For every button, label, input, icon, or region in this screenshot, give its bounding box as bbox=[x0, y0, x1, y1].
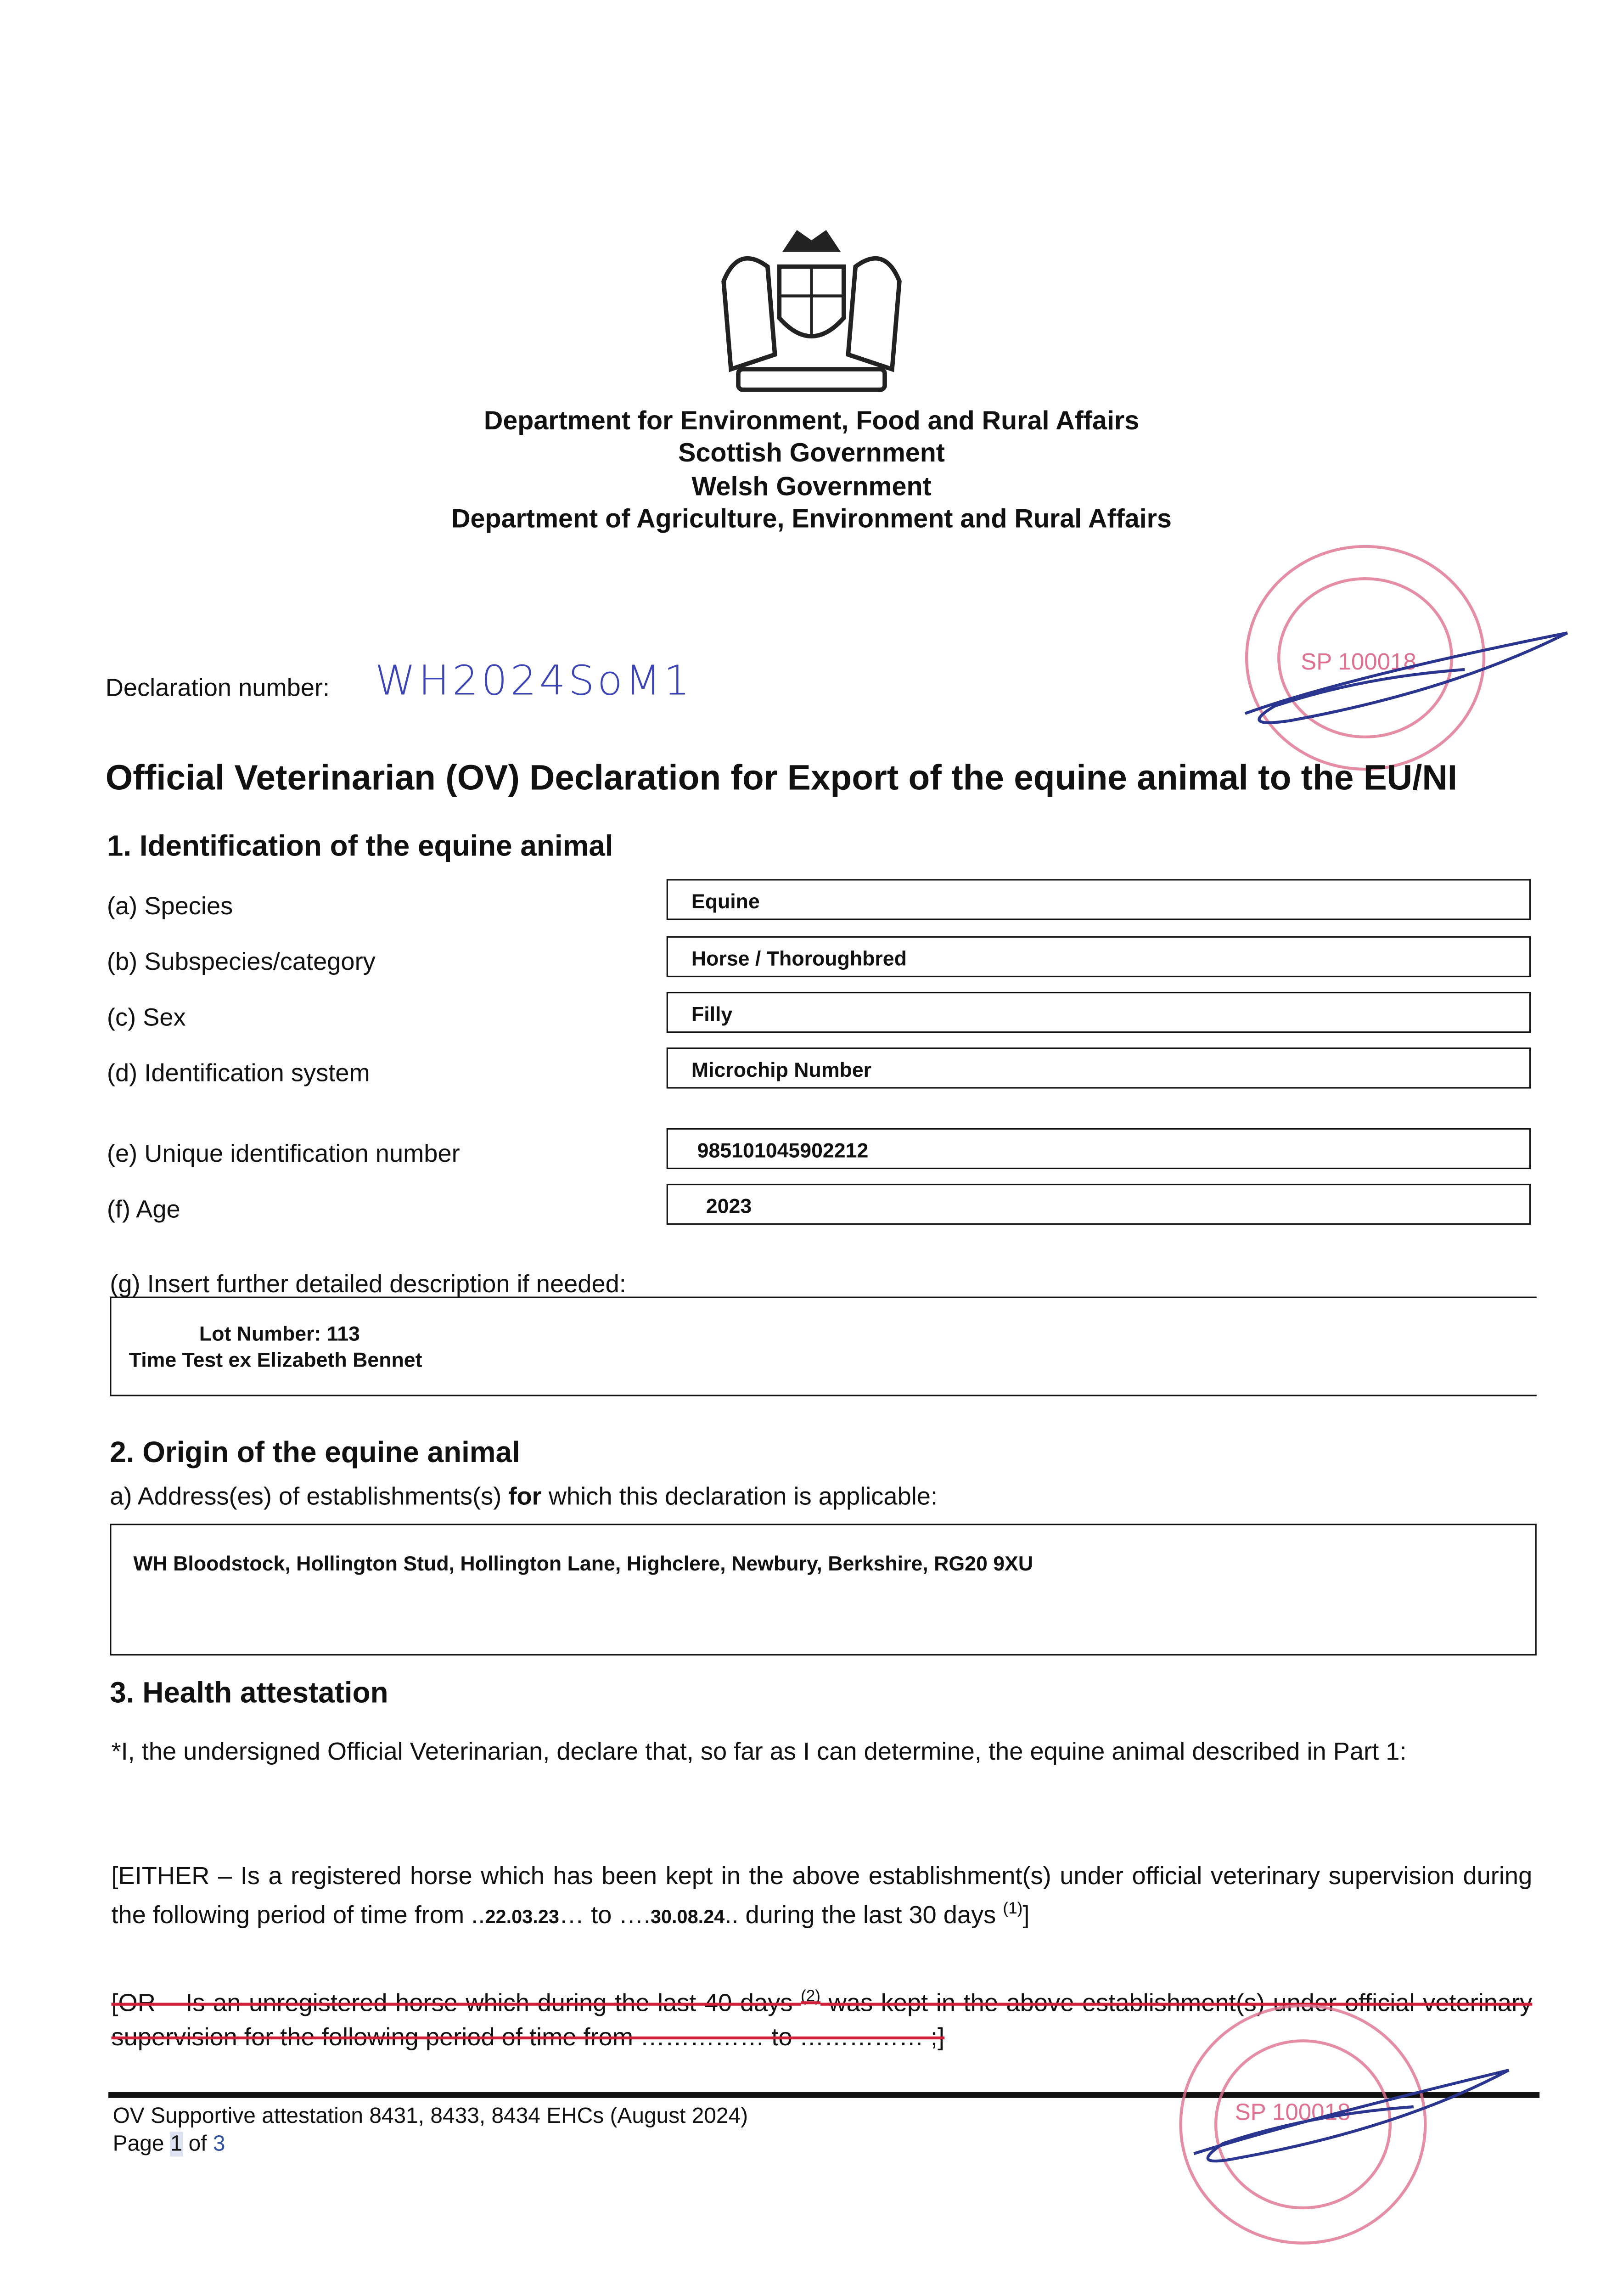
field-id-system[interactable]: Microchip Number bbox=[667, 1047, 1531, 1088]
signature-icon bbox=[1230, 618, 1582, 735]
field-label-id-system: (d) Identification system bbox=[107, 1059, 370, 1087]
attestation-or-struck: [OR – Is an unregistered horse which during the last 40 days $^{(2)}$ was kept in the above establishment(s) under official veterinary supervision for the following period of time from …………… to …………… ;] bbox=[111, 1988, 1533, 2051]
declaration-number-label: Declaration number: bbox=[105, 674, 330, 702]
further-description-label: (g) Insert further detailed description if needed: bbox=[110, 1270, 626, 1298]
field-label-subspecies: (b) Subspecies/category bbox=[107, 948, 376, 976]
section2-subheading: a) Address(es) of establishments(s) for which this declaration is applicable: bbox=[110, 1482, 938, 1511]
royal-coat-of-arms-logo bbox=[709, 223, 914, 399]
page-number: Page 1 of 3 bbox=[112, 2132, 225, 2157]
field-uid[interactable]: 985101045902212 bbox=[667, 1128, 1531, 1169]
field-age[interactable]: 2023 bbox=[667, 1184, 1531, 1225]
horse-description: Time Test ex Elizabeth Bennet bbox=[129, 1348, 422, 1372]
department-defra: Department for Environment, Food and Rural Affairs bbox=[483, 405, 1140, 435]
lot-number: Lot Number: 113 bbox=[199, 1321, 360, 1345]
field-species[interactable]: Equine bbox=[667, 879, 1531, 920]
attestation-either: [EITHER – Is a registered horse which has been kept in the above establishment(s) under official veterinary supervision during the following period of time from ..22.03.23… to ….30.08.24.. during the last 30 days $^{(1)}$] bbox=[111, 1862, 1533, 1929]
department-welsh: Welsh Government bbox=[691, 472, 932, 501]
footer-reference: OV Supportive attestation 8431, 8433, 8434 EHCs (August 2024) bbox=[112, 2104, 748, 2129]
section3-heading: 3. Health attestation bbox=[110, 1677, 388, 1710]
page-title: Official Veterinarian (OV) Declaration for Export of the equine animal to the EU/NI bbox=[105, 759, 1457, 799]
official-stamp bbox=[1245, 545, 1479, 765]
declaration-number-value: WH2024SoM1 bbox=[375, 656, 693, 705]
address-field[interactable]: WH Bloodstock, Hollington Stud, Hollington Lane, Highclere, Newbury, Berkshire, RG20 9XU bbox=[110, 1524, 1537, 1655]
section1-heading: 1. Identification of the equine animal bbox=[107, 831, 613, 863]
further-description-field[interactable] bbox=[110, 1297, 1537, 1396]
section2-heading: 2. Origin of the equine animal bbox=[110, 1437, 520, 1470]
signature-icon bbox=[1179, 2063, 1516, 2165]
stamp-code: SP 100018 bbox=[1235, 2101, 1351, 2126]
department-scottish: Scottish Government bbox=[678, 438, 945, 467]
stamp-code: SP 100018 bbox=[1301, 650, 1416, 675]
department-daera: Department of Agriculture, Environment and Rural Affairs bbox=[451, 504, 1172, 534]
period-to[interactable]: 30.08.24 bbox=[650, 1905, 725, 1928]
field-sex[interactable]: Filly bbox=[667, 992, 1531, 1033]
official-stamp-footer bbox=[1179, 2004, 1421, 2239]
field-label-uid: (e) Unique identification number bbox=[107, 1140, 460, 1168]
field-subspecies[interactable]: Horse / Thoroughbred bbox=[667, 936, 1531, 977]
field-label-sex: (c) Sex bbox=[107, 1003, 186, 1032]
field-label-species: (a) Species bbox=[107, 892, 233, 920]
field-label-age: (f) Age bbox=[107, 1195, 180, 1224]
attestation-intro: *I, the undersigned Official Veterinarian, declare that, so far as I can determine, the equine animal described in Part 1: bbox=[111, 1737, 1407, 1766]
period-from[interactable]: 22.03.23 bbox=[485, 1905, 559, 1928]
